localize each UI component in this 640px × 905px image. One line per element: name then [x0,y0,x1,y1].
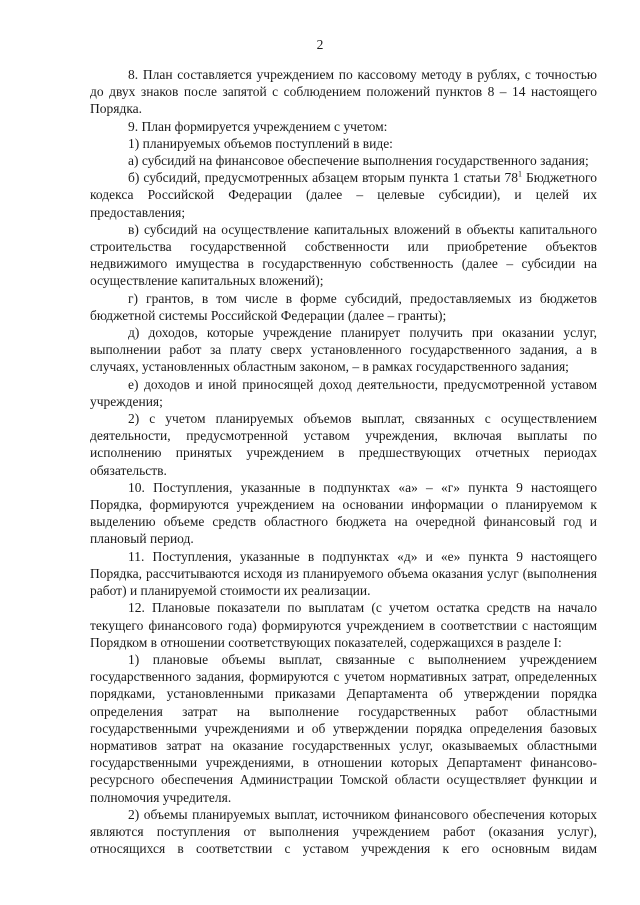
paragraph-9-1-v: в) субсидий на осуществление капитальных вложений в объекты капитального строительства государственной собственности или приобретение объектов недвижимого имущества в государственную собственность (далее – субсидии на осуществление капитальных вложений); [90,221,597,289]
paragraph-9-1-b-text: б) субсидий, предусмотренных абзацем вторым пункта 1 статьи 78 [128,170,518,186]
paragraph-10: 10. Поступления, указанные в подпунктах «а» – «г» пункта 9 настоящего Порядка, формируются учреждением на основании информации о планируемом к выделению объеме средств областного бюджета на очередной финансовый год и плановый период. [90,479,597,547]
paragraph-9-1-a: а) субсидий на финансовое обеспечение выполнения государственного задания; [128,153,589,169]
paragraph-12-1: 1) плановые объемы выплат, связанные с выполнением учреждением государственного задания, формируются с учетом нормативных затрат, определенных порядками, установленными приказами Департамента об утверждении порядка определения затрат на выполнение государственных работ областными государственными учреждениями и об утверждении порядка определения базовых нормативов затрат на оказание государственных услуг, оказываемых областными государственными учреждениями, в отношении которых Департамент финансово-ресурсного обеспечения Администрации Томской области осуществляет функции и полномочия учредителя. [90,651,597,805]
paragraph-9-2: 2) с учетом планируемых объемов выплат, связанных с осуществлением деятельности, предусмотренной уставом учреждения, включая выплаты по исполнению принятых учреждением в предшествующих отчетных периодах обязательств. [90,411,597,478]
paragraph-9-1-b [90,169,597,221]
paragraph-9-1-b-superscript: 1 [517,169,522,179]
paragraph-9-1-d: д) доходов, которые учреждение планирует получить при оказании услуг, выполнении работ за плату сверх установленного государственного задания, а в случаях, установленных областным законом, – в рамках государственного задания; [90,325,597,375]
paragraph-8: 8. План составляется учреждением по кассовому методу в рублях, с точностью до двух знаков после запятой с соблюдением положений пунктов 8 – 14 настоящего Порядка. [90,67,597,117]
paragraph-11: 11. Поступления, указанные в подпунктах «д» и «е» пункта 9 настоящего Порядка, рассчитываются исходя из планируемого объема оказания услуг (выполнения работ) и планируемой стоимости их реализации. [90,548,597,599]
paragraph-9-1-g: г) грантов, в том числе в форме субсидий, предоставляемых из бюджетов бюджетной системы Российской Федерации (далее – гранты); [90,290,597,323]
paragraph-9-1-e: е) доходов и иной приносящей доход деятельности, предусмотренной уставом учреждения; [90,376,597,409]
paragraph-9-1: 1) планируемых объемов поступлений в виде: [128,135,393,151]
document-body [90,66,597,857]
paragraph-12: 12. Плановые показатели по выплатам (с учетом остатка средств на начало текущего финансового года) формируются учреждением в соответствии с настоящим Порядком в отношении соответствующих показателей, содержащихся в разделе I: [90,600,597,650]
paragraph-9: 9. План формируется учреждением с учетом: [128,118,388,134]
paragraph-12-2: 2) объемы планируемых выплат, источником финансового обеспечения которых являются поступления от выполнения учреждением работ (оказания услуг), относящихся в соответствии с уставом учреждения к его основным видам [90,806,597,857]
paragraph-9-1-b-continuation: Бюджетного кодекса Российской Федерации (далее – целевые субсидии), и целей их предоставления; [90,170,597,220]
page-number: 2 [316,37,324,52]
